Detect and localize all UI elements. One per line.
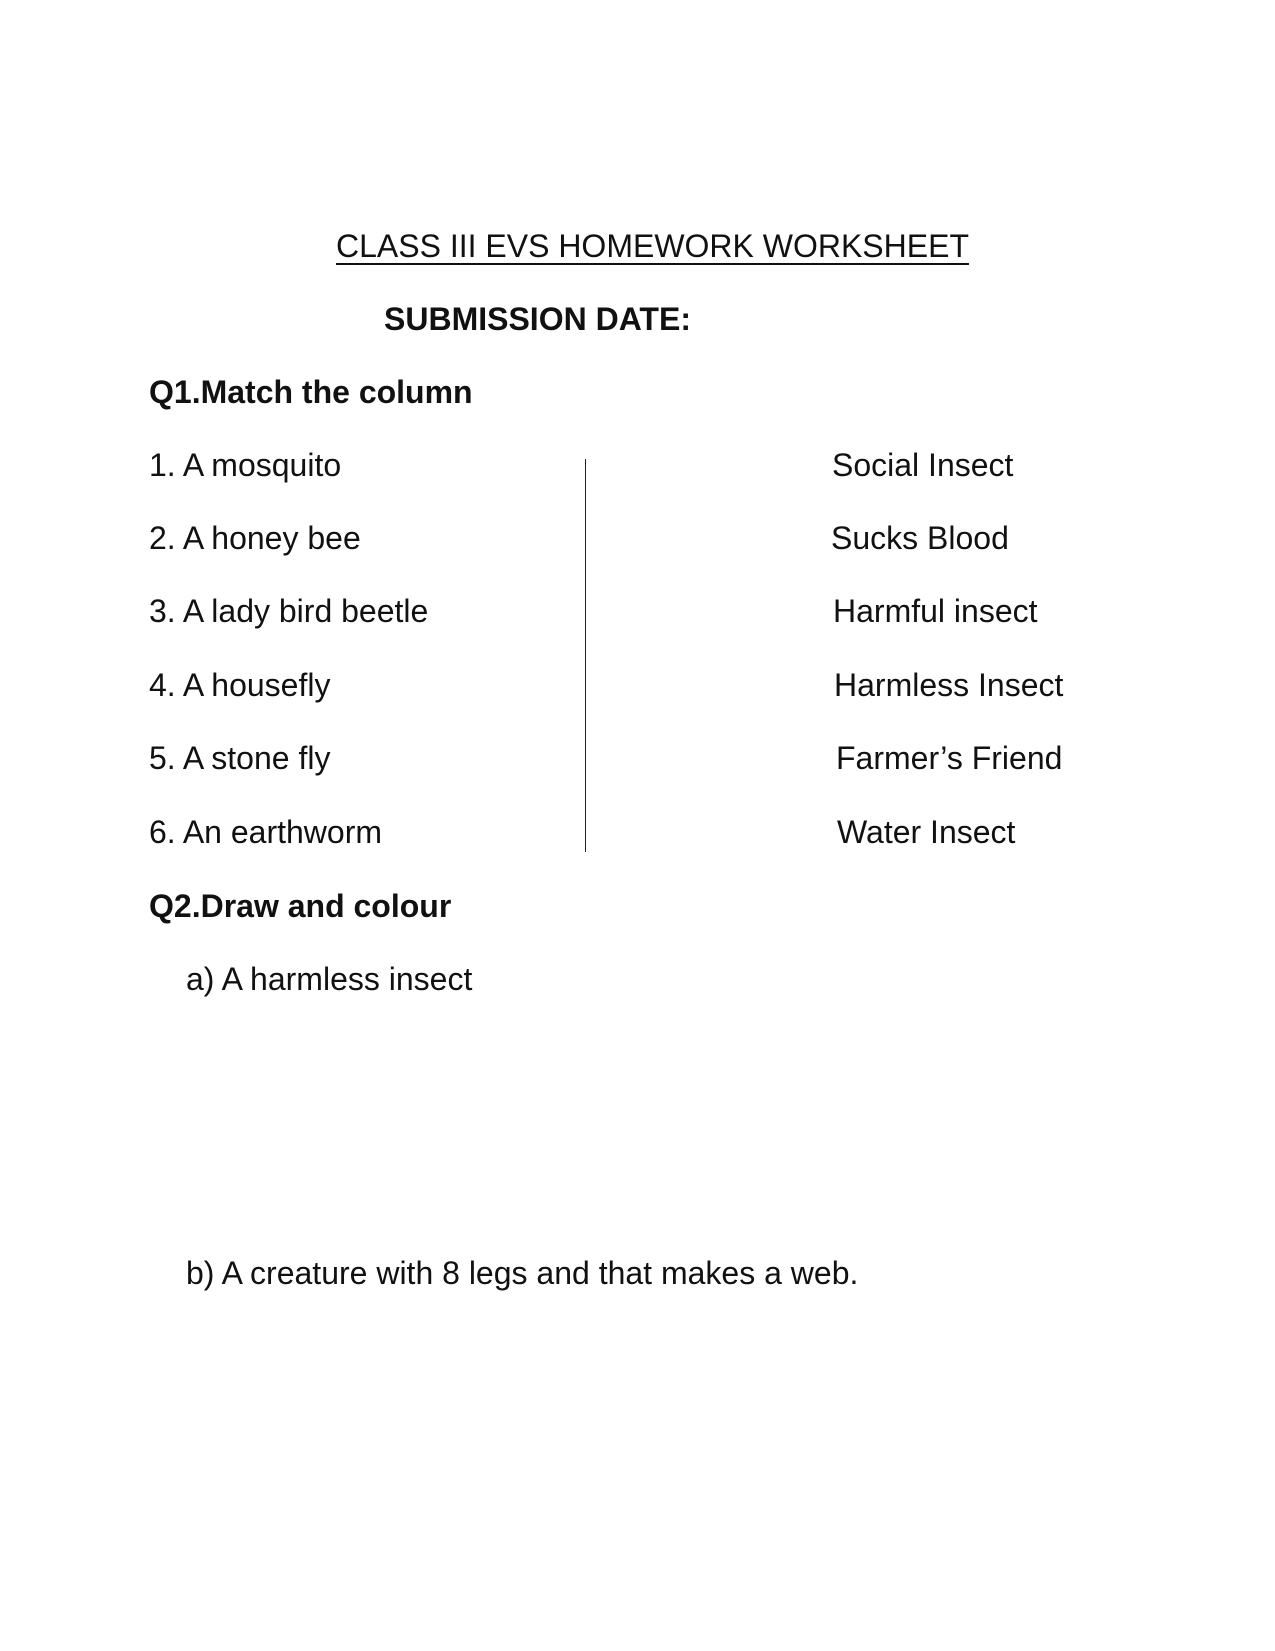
- match-left-item-5: 5. A stone fly: [149, 740, 331, 776]
- match-right-item-2: Sucks Blood: [831, 520, 1009, 556]
- q2-item-a: a) A harmless insect: [186, 961, 473, 997]
- match-left-item-1: 1. A mosquito: [149, 447, 342, 483]
- drawing-area-a: [186, 1005, 1086, 1235]
- match-right-item-3: Harmful insect: [833, 593, 1038, 629]
- column-divider: [585, 459, 586, 852]
- match-right-item-4: Harmless Insect: [834, 667, 1064, 703]
- drawing-area-b: [186, 1300, 1086, 1600]
- q1-heading: Q1.Match the column: [149, 374, 473, 410]
- match-right-item-1: Social Insect: [832, 447, 1014, 483]
- match-right-item-5: Farmer’s Friend: [836, 740, 1063, 776]
- match-left-item-4: 4. A housefly: [149, 667, 331, 703]
- match-left-item-6: 6. An earthworm: [149, 814, 382, 850]
- worksheet-title: CLASS III EVS HOMEWORK WORKSHEET: [336, 228, 969, 264]
- match-left-item-2: 2. A honey bee: [149, 520, 361, 556]
- match-left-item-3: 3. A lady bird beetle: [149, 593, 429, 629]
- submission-date-label: SUBMISSION DATE:: [384, 301, 691, 337]
- q2-heading: Q2.Draw and colour: [149, 888, 452, 924]
- match-right-item-6: Water Insect: [837, 814, 1016, 850]
- q2-item-b: b) A creature with 8 legs and that makes a web.: [186, 1255, 859, 1291]
